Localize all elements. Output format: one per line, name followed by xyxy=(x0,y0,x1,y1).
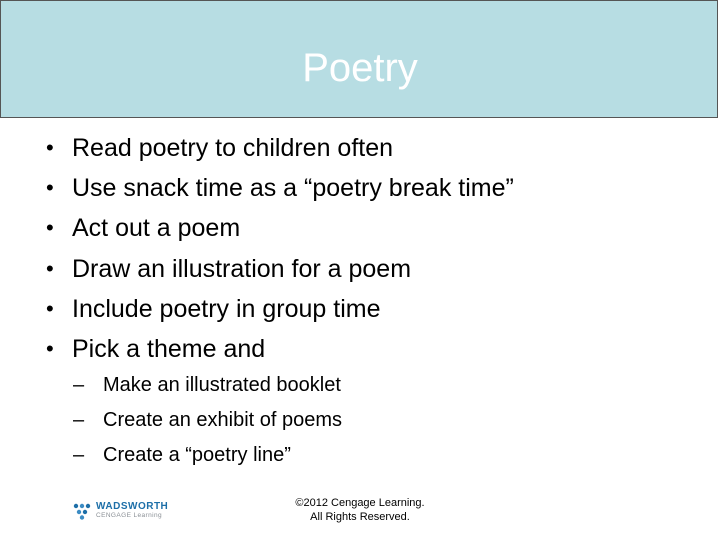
bullet-dot: • xyxy=(46,255,54,281)
sub-bullet-dash: – xyxy=(73,444,85,466)
bullet-dot: • xyxy=(46,336,54,362)
sub-bullet-item xyxy=(73,438,342,473)
sub-bullet-item xyxy=(73,368,342,403)
bullet-list xyxy=(46,128,514,369)
bullet-item xyxy=(46,249,514,289)
logo-subtitle: CENGAGE Learning xyxy=(96,512,163,519)
bullet-text: Pick a theme and xyxy=(72,335,266,364)
bullet-item xyxy=(46,128,514,168)
wadsworth-logo xyxy=(72,500,172,522)
bullet-item xyxy=(46,289,514,329)
sub-bullet-item xyxy=(73,403,342,438)
bullet-text: Read poetry to children often xyxy=(72,134,394,162)
copyright-line-2: All Rights Reserved. xyxy=(310,511,410,523)
copyright-line-1: ©2012 Cengage Learning. xyxy=(295,497,425,509)
sub-bullet-text: Create an exhibit of poems xyxy=(103,409,343,431)
slide-title: Poetry xyxy=(302,46,418,90)
bullet-dot: • xyxy=(46,295,54,321)
bullet-dot: • xyxy=(46,215,54,241)
sub-bullet-text: Create a “poetry line” xyxy=(103,444,291,466)
sub-bullet-dash: – xyxy=(73,374,85,396)
sub-bullet-list xyxy=(73,368,342,473)
bullet-text: Use snack time as a “poetry break time” xyxy=(72,174,514,203)
wadsworth-logo-icon xyxy=(72,502,92,520)
logo-name: WADSWORTH xyxy=(96,501,169,512)
bullet-text: Draw an illustration for a poem xyxy=(72,254,412,283)
bullet-item xyxy=(46,208,514,248)
bullet-item xyxy=(46,168,514,208)
sub-bullet-dash: – xyxy=(73,409,85,431)
bullet-text: Include poetry in group time xyxy=(72,294,381,323)
copyright-notice xyxy=(250,496,470,524)
bullet-dot: • xyxy=(46,135,54,160)
bullet-item xyxy=(46,329,514,369)
bullet-dot: • xyxy=(46,175,54,201)
bullet-text: Act out a poem xyxy=(72,214,241,243)
sub-bullet-text: Make an illustrated booklet xyxy=(103,374,341,396)
